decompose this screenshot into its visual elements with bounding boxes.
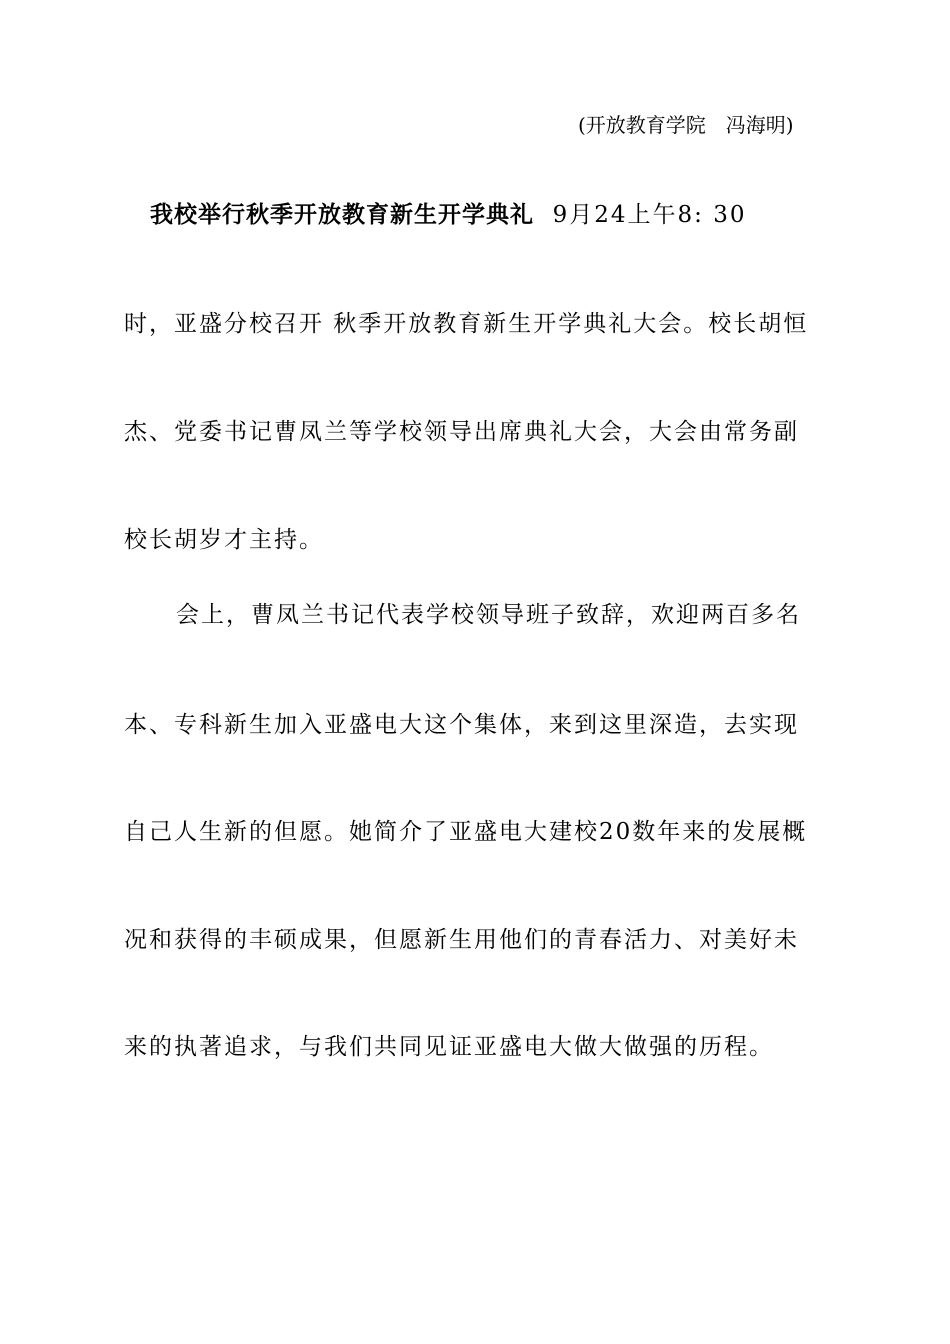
paragraph-2-line-5: 来的执著追求，与我们共同见证亚盛电大做大做强的历程。 — [124, 1034, 774, 1060]
paragraph-1-line-4: 校长胡岁才主持。 — [124, 527, 324, 553]
paragraph-2-line-3: 自己人生新的但愿。她简介了亚盛电大建校20数年来的发展概 — [124, 819, 808, 845]
paragraph-1-line-2: 时，亚盛分校召开 秋季开放教育新生开学典礼大会。校长胡恒 — [124, 311, 809, 337]
paragraph-1-line-1 — [124, 200, 844, 230]
article-title: 我校举行秋季开放教育新生开学典礼 — [150, 201, 534, 228]
paragraph-1-line-3: 杰、党委书记曹凤兰等学校领导出席典礼大会，大会由常务副 — [124, 419, 799, 445]
paragraph-2-line-4: 况和获得的丰硕成果，但愿新生用他们的青春活力、对美好未 — [124, 927, 799, 953]
paragraph-2-line-1: 会上，曹凤兰书记代表学校领导班子致辞，欢迎两百多名 — [176, 602, 801, 628]
event-date: 9月24上午8: 30 — [552, 202, 747, 228]
author-byline: (开放教育学院 冯海明) — [578, 113, 794, 137]
paragraph-2-line-2: 本、专科新生加入亚盛电大这个集体，来到这里深造，去实现 — [124, 712, 799, 738]
